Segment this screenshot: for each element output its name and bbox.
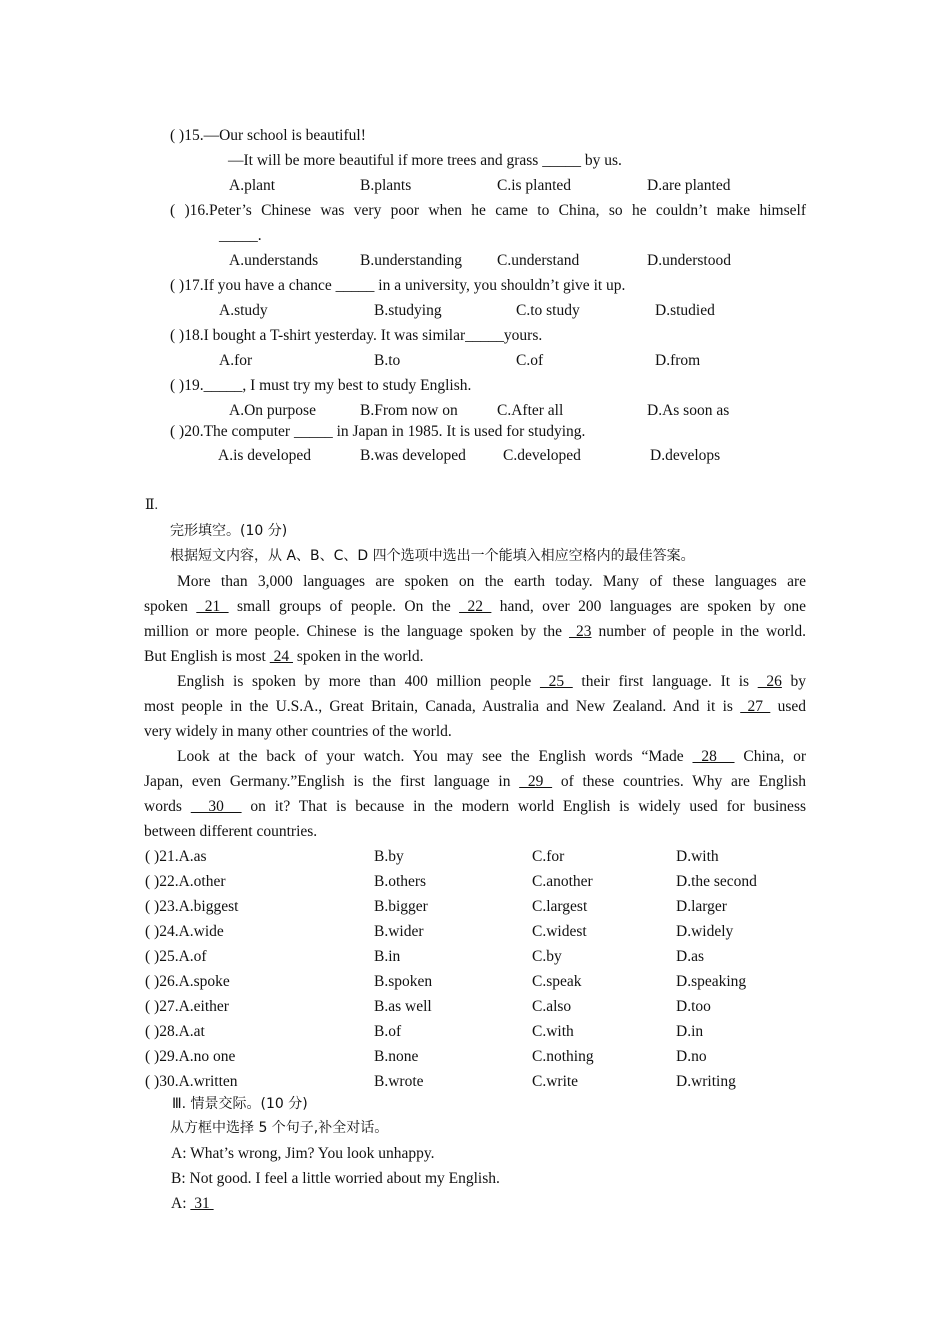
blank-26: 26 (757, 673, 782, 690)
option-d: D.the second (676, 873, 757, 890)
option-b: B.spoken (374, 973, 433, 990)
option-b: B.others (374, 873, 427, 890)
blank-22: 22 (459, 598, 492, 615)
option-d: D.understood (647, 252, 731, 269)
option-c: C.developed (503, 447, 581, 464)
option-b: B.plants (360, 177, 412, 194)
option-c: C.to study (516, 302, 580, 319)
passage-line: most people in the U.S.A., Great Britain, Canada, Australia and New Zealand. And it is 27 used (144, 698, 807, 715)
option-d: D.studied (655, 302, 715, 319)
section-3-title: Ⅲ. 情景交际。(10 分) (172, 1096, 308, 1112)
option-b: B.in (374, 948, 401, 965)
blank-31: 31 (190, 1195, 214, 1212)
passage-line: very widely in many other countries of the world. (144, 723, 452, 740)
option-a: A.understands (229, 252, 319, 269)
option-c: C.by (532, 948, 562, 965)
option-c: C.nothing (532, 1048, 594, 1065)
question-17: ( )17.If you have a chance _____ in a university, you shouldn’t give it up. (170, 277, 626, 294)
question-18: ( )18.I bought a T-shirt yesterday. It was similar_____yours. (170, 327, 543, 344)
option-a: A.plant (229, 177, 276, 194)
blank-30: 30 (190, 798, 242, 815)
section-2-instruction: 根据短文内容，从 A、B、C、D 四个选项中选出一个能填入相应空格内的最佳答案。 (170, 548, 695, 564)
cloze-30: ( )30.A.written (145, 1073, 238, 1090)
cloze-28: ( )28.A.at (145, 1023, 205, 1040)
option-d: D.with (676, 848, 719, 865)
option-d: D.widely (676, 923, 734, 940)
option-c: C.understand (497, 252, 580, 269)
cloze-29: ( )29.A.no one (145, 1048, 236, 1065)
option-c: C.also (532, 998, 572, 1015)
option-c: C.with (532, 1023, 574, 1040)
section-2-title: 完形填空。(10 分) (170, 523, 288, 539)
passage-line: More than 3,000 languages are spoken on the earth today. Many of these languages are (177, 573, 806, 590)
option-d: D.writing (676, 1073, 736, 1090)
dialogue-line: B: Not good. I feel a little worried about my English. (171, 1170, 500, 1187)
option-d: D.no (676, 1048, 707, 1065)
question-15-reply: —It will be more beautiful if more trees and grass _____ by us. (228, 152, 622, 169)
passage-line: English is spoken by more than 400 million people 25 their first language. It is 26 by (177, 673, 807, 690)
option-d: D.too (676, 998, 711, 1015)
blank-29: 29 (519, 773, 553, 790)
option-b: B.none (374, 1048, 419, 1065)
option-b: B.of (374, 1023, 402, 1040)
option-c: C.speak (532, 973, 582, 990)
cloze-27: ( )27.A.either (145, 998, 229, 1015)
option-a: A.is developed (218, 447, 311, 464)
option-d: D.As soon as (647, 402, 730, 419)
option-d: D.are planted (647, 177, 731, 194)
blank-24: 24 (269, 648, 293, 665)
question-20: ( )20.The computer _____ in Japan in 1985. It is used for studying. (170, 423, 586, 440)
cloze-25: ( )25.A.of (145, 948, 207, 965)
blank-25: 25 (539, 673, 573, 690)
option-c: C.for (532, 848, 565, 865)
option-b: B.by (374, 848, 404, 865)
blank-21: 21 (196, 598, 229, 615)
option-b: B.wider (374, 923, 424, 940)
cloze-24: ( )24.A.wide (145, 923, 224, 940)
option-b: B.understanding (360, 252, 463, 269)
option-c: C.largest (532, 898, 588, 915)
option-b: B.From now on (360, 402, 458, 419)
question-16-blank: _____. (219, 227, 262, 244)
dialogue-line: A: What’s wrong, Jim? You look unhappy. (171, 1145, 435, 1162)
blank-27: 27 (740, 698, 771, 715)
option-d: D.from (655, 352, 701, 369)
option-b: B.as well (374, 998, 432, 1015)
question-19: ( )19._____, I must try my best to study English. (170, 377, 472, 394)
passage-line: spoken 21 small groups of people. On the 22 hand, over 200 languages are spoken by one (144, 598, 806, 615)
question-15: ( )15.—Our school is beautiful! (170, 127, 366, 144)
option-c: C.widest (532, 923, 587, 940)
passage-line: Japan, even Germany.”English is the first language in 29 of these countries. Why are English (144, 773, 807, 790)
passage-line: million or more people. Chinese is the language spoken by the 23 number of people in the world. (144, 623, 806, 640)
blank-28: 28 (692, 748, 735, 765)
passage-line: But English is most 24 spoken in the world. (144, 648, 424, 665)
section-3-instruction: 从方框中选择 5 个句子,补全对话。 (170, 1120, 389, 1136)
option-a: A.for (219, 352, 253, 369)
question-16: ( )16.Peter’s Chinese was very poor when he came to China, so he couldn’t make himself (170, 202, 806, 219)
passage-line: between different countries. (144, 823, 318, 840)
option-d: D.speaking (676, 973, 747, 990)
option-d: D.in (676, 1023, 704, 1040)
option-d: D.develops (650, 447, 721, 464)
cloze-23: ( )23.A.biggest (145, 898, 239, 915)
blank-23: 23 (569, 623, 592, 640)
option-c: C.After all (497, 402, 564, 419)
option-b: B.bigger (374, 898, 428, 915)
option-a: A.study (219, 302, 268, 319)
section-2-numeral: Ⅱ. (145, 498, 159, 513)
option-c: C.of (516, 352, 544, 369)
cloze-26: ( )26.A.spoke (145, 973, 230, 990)
option-c: C.another (532, 873, 593, 890)
option-c: C.is planted (497, 177, 572, 194)
option-d: D.larger (676, 898, 727, 915)
option-b: B.wrote (374, 1073, 424, 1090)
cloze-21: ( )21.A.as (145, 848, 207, 865)
option-a: A.On purpose (229, 402, 316, 419)
passage-line: Look at the back of your watch. You may see the English words “Made 28 China, or (177, 748, 807, 765)
option-b: B.to (374, 352, 401, 369)
dialogue-line: A: 31 (171, 1195, 214, 1212)
option-b: B.studying (374, 302, 442, 319)
cloze-22: ( )22.A.other (145, 873, 226, 890)
option-d: D.as (676, 948, 704, 965)
option-c: C.write (532, 1073, 579, 1090)
passage-line: words 30 on it? That is because in the modern world English is widely used for business (144, 798, 807, 815)
option-b: B.was developed (360, 447, 466, 464)
